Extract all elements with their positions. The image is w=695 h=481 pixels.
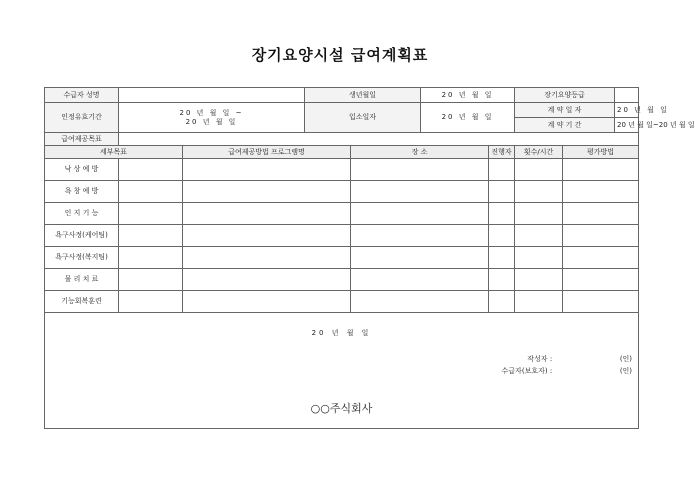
- company-name: ○○주식회사: [310, 402, 373, 416]
- col-frequency: 횟수/시간: [515, 146, 563, 159]
- care-plan-table: [44, 87, 695, 429]
- row-facilitator-cell[interactable]: [489, 159, 515, 181]
- column-header-row: [45, 146, 639, 159]
- writer-seal[interactable]: (인): [619, 355, 633, 363]
- row-evaluation-cell[interactable]: [563, 247, 639, 269]
- recipient-name-label: 수급자 성명: [45, 88, 119, 103]
- row-goal-label: 욕 창 예 방: [45, 181, 119, 203]
- care-grade-field[interactable]: [615, 88, 639, 103]
- guardian-seal[interactable]: (인): [619, 367, 633, 375]
- valid-period-label: 인정유효기간: [45, 103, 119, 133]
- col-facilitator: 진행자: [489, 146, 515, 159]
- row-program-cell[interactable]: [183, 203, 351, 225]
- row-facilitator-cell[interactable]: [489, 269, 515, 291]
- row-program-cell[interactable]: [183, 269, 351, 291]
- guardian-signature-line: [502, 367, 633, 376]
- guardian-colon: :: [549, 367, 553, 375]
- table-row: [45, 181, 639, 203]
- valid-period-end: 20 년 월 일: [185, 117, 238, 126]
- footer-row: [45, 313, 639, 429]
- col-program: 급여제공방법 프로그램명: [183, 146, 351, 159]
- table-row: [45, 203, 639, 225]
- row-frequency-cell[interactable]: [515, 269, 563, 291]
- row-goal-extra[interactable]: [119, 269, 183, 291]
- document-date[interactable]: 20 년 월 일: [311, 329, 372, 337]
- row-program-cell[interactable]: [183, 159, 351, 181]
- row-frequency-cell[interactable]: [515, 159, 563, 181]
- row-facilitator-cell[interactable]: [489, 203, 515, 225]
- row-place-cell[interactable]: [351, 181, 489, 203]
- contract-period-field[interactable]: 20 년 월 일~20 년 월 일: [615, 118, 639, 133]
- birth-date-label: 생년월일: [305, 88, 421, 103]
- writer-colon: :: [549, 355, 553, 363]
- row-program-cell[interactable]: [183, 247, 351, 269]
- row-evaluation-cell[interactable]: [563, 225, 639, 247]
- row-evaluation-cell[interactable]: [563, 203, 639, 225]
- admission-date-label: 입소일자: [305, 103, 421, 133]
- row-facilitator-cell[interactable]: [489, 225, 515, 247]
- row-goal-extra[interactable]: [119, 291, 183, 313]
- contract-date-field[interactable]: 20 년 월 일: [615, 103, 639, 118]
- row-goal-label: 낙 상 예 방: [45, 159, 119, 181]
- row-goal-label: 물 리 치 료: [45, 269, 119, 291]
- row-goal-label: 욕구사정(케어팀): [45, 225, 119, 247]
- contract-date-label: 계 약 일 자: [515, 103, 615, 118]
- valid-period-field[interactable]: [119, 103, 305, 133]
- row-facilitator-cell[interactable]: [489, 247, 515, 269]
- info-row-2: [45, 103, 639, 118]
- col-place: 장 소: [351, 146, 489, 159]
- care-goal-field[interactable]: [119, 133, 639, 146]
- row-place-cell[interactable]: [351, 269, 489, 291]
- row-evaluation-cell[interactable]: [563, 291, 639, 313]
- row-program-cell[interactable]: [183, 225, 351, 247]
- table-row: [45, 247, 639, 269]
- row-place-cell[interactable]: [351, 159, 489, 181]
- table-row: [45, 159, 639, 181]
- row-evaluation-cell[interactable]: [563, 181, 639, 203]
- row-facilitator-cell[interactable]: [489, 291, 515, 313]
- table-row: [45, 291, 639, 313]
- table-row: [45, 269, 639, 291]
- recipient-name-field[interactable]: [119, 88, 305, 103]
- table-row: [45, 225, 639, 247]
- row-frequency-cell[interactable]: [515, 225, 563, 247]
- row-place-cell[interactable]: [351, 225, 489, 247]
- row-goal-label: 인 지 기 능: [45, 203, 119, 225]
- row-goal-label: 기능회복훈련: [45, 291, 119, 313]
- row-evaluation-cell[interactable]: [563, 159, 639, 181]
- row-evaluation-cell[interactable]: [563, 269, 639, 291]
- row-frequency-cell[interactable]: [515, 203, 563, 225]
- row-frequency-cell[interactable]: [515, 181, 563, 203]
- info-row-1: [45, 88, 639, 103]
- row-frequency-cell[interactable]: [515, 291, 563, 313]
- row-frequency-cell[interactable]: [515, 247, 563, 269]
- writer-signature-line: [527, 355, 632, 364]
- document-title: 장기요양시설 급여계획표: [251, 46, 429, 64]
- row-goal-extra[interactable]: [119, 225, 183, 247]
- contract-period-label: 계 약 기 간: [515, 118, 615, 133]
- valid-period-start: 20 년 월 일 ~: [179, 108, 244, 117]
- birth-date-field[interactable]: 20 년 월 일: [421, 88, 515, 103]
- goal-row: [45, 133, 639, 146]
- col-evaluation: 평가방법: [563, 146, 639, 159]
- signature-block: [45, 313, 639, 429]
- row-program-cell[interactable]: [183, 291, 351, 313]
- col-detail-goal: 세부목표: [45, 146, 183, 159]
- row-goal-extra[interactable]: [119, 181, 183, 203]
- care-goal-label: 급여제공목표: [45, 133, 119, 146]
- row-goal-extra[interactable]: [119, 247, 183, 269]
- admission-date-field[interactable]: 20 년 월 일: [421, 103, 515, 133]
- care-grade-label: 장기요양등급: [515, 88, 615, 103]
- row-goal-extra[interactable]: [119, 159, 183, 181]
- row-place-cell[interactable]: [351, 291, 489, 313]
- row-program-cell[interactable]: [183, 181, 351, 203]
- row-place-cell[interactable]: [351, 247, 489, 269]
- writer-label: 작성자: [527, 355, 548, 363]
- row-facilitator-cell[interactable]: [489, 181, 515, 203]
- row-place-cell[interactable]: [351, 203, 489, 225]
- guardian-label: 수급자(보호자): [501, 367, 548, 375]
- row-goal-extra[interactable]: [119, 203, 183, 225]
- row-goal-label: 욕구사정(복지팀): [45, 247, 119, 269]
